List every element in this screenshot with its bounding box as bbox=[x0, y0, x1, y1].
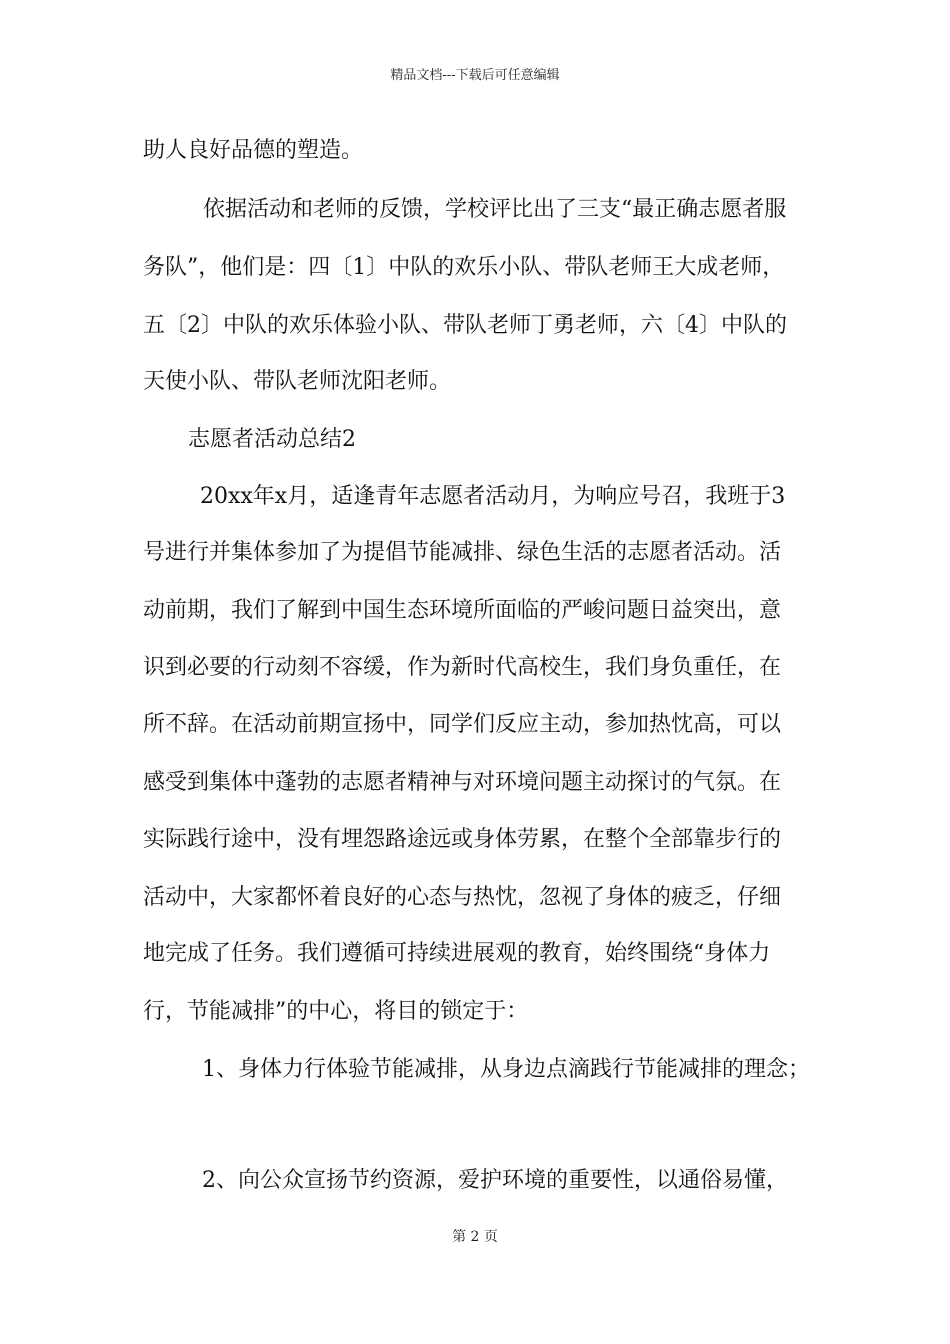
page-header: 精品文档---下载后可任意编辑 bbox=[390, 68, 560, 83]
body-line: 活动中，大家都怀着良好的心态与热忱，忽视了身体的疲乏，仔细 bbox=[143, 885, 782, 910]
page-number: 第 2 页 bbox=[452, 1229, 498, 1245]
body-line: 实际践行途中，没有埋怨路途远或身体劳累，在整个全部靠步行的 bbox=[143, 827, 782, 852]
body-line: 动前期，我们了解到中国生态环境所面临的严峻问题日益突出，意 bbox=[143, 598, 782, 623]
list-item: 2、向公众宣扬节约资源，爱护环境的重要性，以通俗易懂， bbox=[202, 1168, 788, 1193]
body-line: 识到必要的行动刻不容缓，作为新时代高校生，我们身负重任，在 bbox=[143, 655, 782, 680]
body-line: 地完成了任务。我们遵循可持续进展观的教育，始终围绕“身体力 bbox=[143, 941, 771, 966]
section-heading: 志愿者活动总结2 bbox=[188, 427, 356, 452]
body-line: 感受到集体中蓬勃的志愿者精神与对环境问题主动探讨的气氛。在 bbox=[143, 770, 782, 795]
body-line: 20xx年x月，适逢青年志愿者活动月，为响应号召，我班于3 bbox=[200, 484, 786, 509]
body-line: 号进行并集体参加了为提倡节能减排、绿色生活的志愿者活动。活 bbox=[143, 540, 782, 565]
body-line: 务队”，他们是：四〔1〕中队的欢乐小队、带队老师王大成老师， bbox=[143, 255, 785, 280]
body-line: 天使小队、带队老师沈阳老师。 bbox=[143, 369, 452, 394]
body-line: 助人良好品德的塑造。 bbox=[143, 138, 364, 163]
body-line: 行，节能减排”的中心，将目的锁定于： bbox=[143, 999, 529, 1024]
list-item: 1、身体力行体验节能减排，从身边点滴践行节能减排的理念； bbox=[202, 1057, 810, 1082]
body-line: 依据活动和老师的反馈，学校评比出了三支“最正确志愿者服 bbox=[203, 197, 787, 222]
body-line: 所不辞。在活动前期宣扬中，同学们反应主动，参加热忱高，可以 bbox=[143, 712, 782, 737]
body-line: 五〔2〕中队的欢乐体验小队、带队老师丁勇老师，六〔4〕中队的 bbox=[143, 313, 787, 338]
